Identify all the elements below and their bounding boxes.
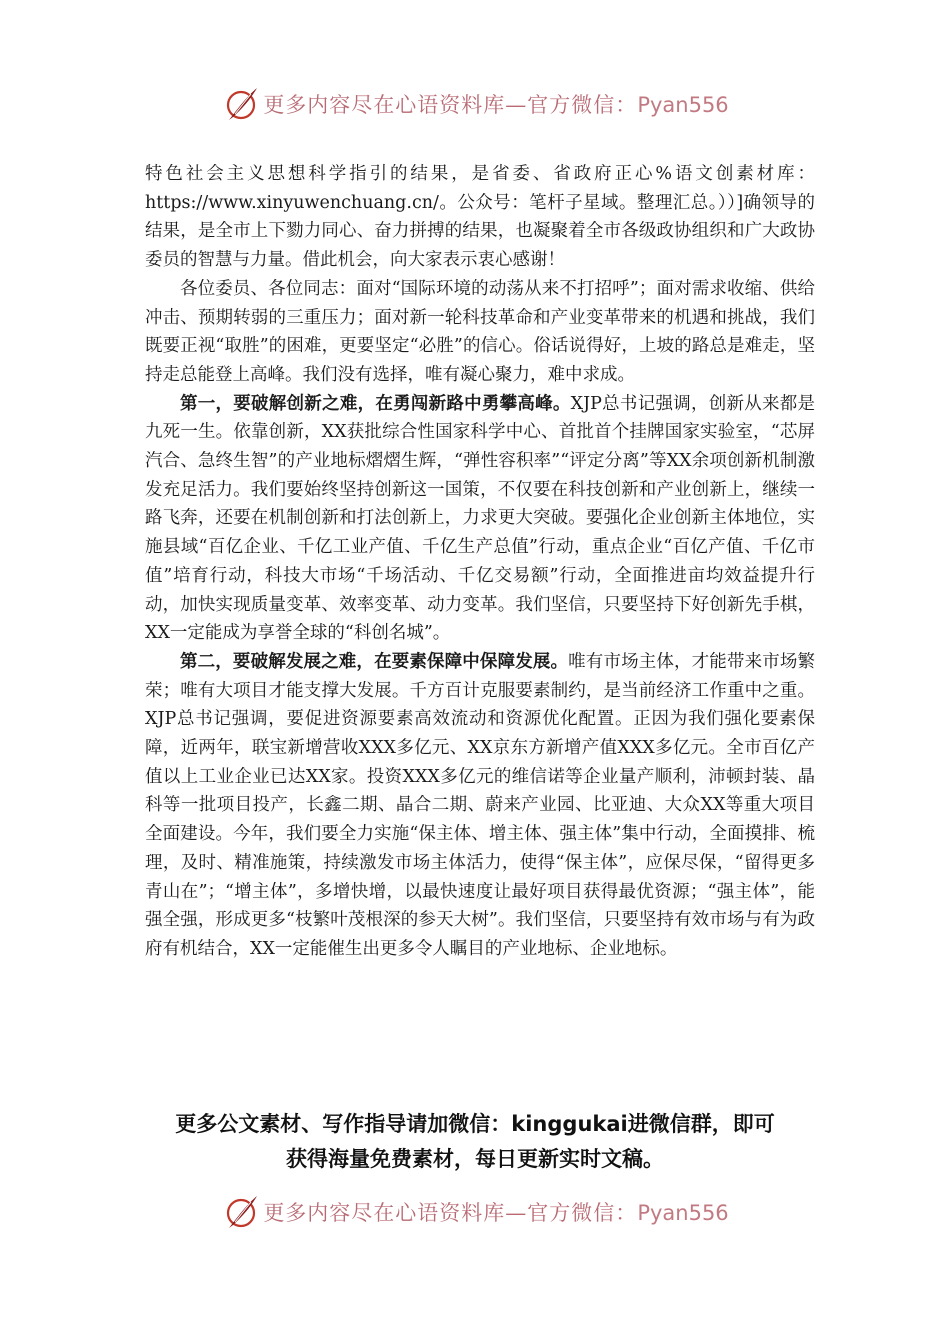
paragraph-2: 各位委员、各位同志：面对“国际环境的动荡从来不打招呼”；面对需求收缩、供给冲击、预期转弱的三重压力；面对新一轮科技革命和产业变革带来的机遇和挑战，我们既要正视“取胜”的困难，更要坚定“必胜”的信心。俗话说得好，上坡的路总是难走，坚持走总能登上高峰。我们没有选择，唯有凝心聚力，难中求成。 <box>145 278 815 385</box>
paragraph-3-heading: 第一，要破解创新之难，在勇闯新路中勇攀高峰。 <box>180 393 571 414</box>
quill-pen-logo-icon <box>221 84 261 124</box>
header-banner-text: 更多内容尽在心语资料库—官方微信：Pyan556 <box>263 93 729 117</box>
promo-note <box>110 1107 840 1177</box>
paragraph-1: 特色社会主义思想科学指引的结果，是省委、省政府正心%语文创素材库：https://www.xinyuwenchuang.cn/。公众号：笔杆子星域。整理汇总。））]确领导的结果，是全市上下勠力同心、奋力拼搏的结果，也凝聚着全市各级政协组织和广大政协委员的智慧与力量。借此机会，向大家表示衷心感谢！ <box>145 164 815 271</box>
promo-note-line-2: 获得海量免费素材，每日更新实时文稿。 <box>286 1147 664 1171</box>
footer-banner <box>0 1190 950 1234</box>
footer-banner-text: 更多内容尽在心语资料库—官方微信：Pyan556 <box>263 1201 729 1225</box>
paragraph-4-heading: 第二，要破解发展之难，在要素保障中保障发展。 <box>180 651 569 672</box>
header-banner <box>0 82 950 126</box>
quill-pen-logo-icon <box>221 1192 261 1232</box>
footer-wechat-id: Pyan556 <box>637 1201 729 1225</box>
paragraph-3: 第一，要破解创新之难，在勇闯新路中勇攀高峰。XJP总书记强调，创新从来都是九死一生。依靠创新，XX获批综合性国家科学中心、首批首个挂牌国家实验室，“芯屏汽合、急终生智”的产业地标熠熠生辉，“弹性容积率”“评定分离”等XX余项创新机制激发充足活力。我们要始终坚持创新这一国策，不仅要在科技创新和产业创新上，继续一路飞奔，还要在机制创新和打法创新上，力求更大突破。要强化企业创新主体地位，实施县域“百亿企业、千亿工业产值、千亿生产总值”行动，重点企业“百亿产值、千亿市值”培育行动，科技大市场“千场活动、千亿交易额”行动，全面推进亩均效益提升行动，加快实现质量变革、效率变革、动力变革。我们坚信，只要坚持下好创新先手棋，XX一定能成为享誉全球的“科创名城”。 <box>145 393 816 644</box>
promo-note-line-1: 更多公文素材、写作指导请加微信：kinggukai进微信群，即可 <box>175 1112 775 1136</box>
document-body <box>145 160 815 964</box>
paragraph-4: 第二，要破解发展之难，在要素保障中保障发展。唯有市场主体，才能带来市场繁荣；唯有大项目才能支撑大发展。千方百计克服要素制约，是当前经济工作重中之重。XJP总书记强调，要促进资源要素高效流动和资源优化配置。正因为我们强化要素保障，近两年，联宝新增营收XXX多亿元、XX京东方新增产值XXX多亿元。全市百亿产值以上工业企业已达XX家。投资XXX多亿元的维信诺等企业量产顺利，沛顿封装、晶科等一批项目投产，长鑫二期、晶合二期、蔚来产业园、比亚迪、大众XX等重大项目全面建设。今年，我们要全力实施“保主体、增主体、强主体”集中行动，全面摸排、梳理，及时、精准施策，持续激发市场主体活力，使得“保主体”，应保尽保，“留得更多青山在”；“增主体”，多增快增，以最快速度让最好项目获得最优资源；“强主体”，能强全强，形成更多“枝繁叶茂根深的参天大树”。我们坚信，只要坚持有效市场与有为政府有机结合，XX一定能催生出更多令人瞩目的产业地标、企业地标。 <box>145 651 816 959</box>
header-wechat-id: Pyan556 <box>637 93 729 117</box>
